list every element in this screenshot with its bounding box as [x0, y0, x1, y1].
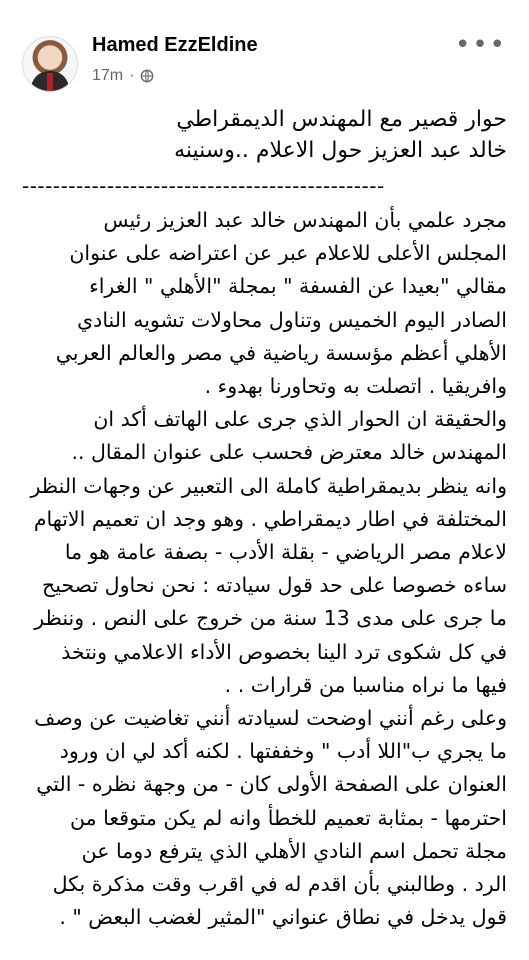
avatar[interactable] [22, 36, 78, 92]
text-line: قول يدخل في نطاق عنواني "المثير لغضب البعض " . [59, 905, 507, 930]
text-line: وانه ينظر بديمقراطية كاملة الى التعبير عن وجهات النظر [30, 473, 507, 498]
text-line: المختلفة في اطار ديمقراطي . وهو وجد ان تعميم الاتهام [33, 506, 507, 531]
text-line: مجرد علمي بأن المهندس خالد عبد العزيز رئيس [103, 208, 507, 232]
globe-icon [140, 69, 154, 83]
text-line: الأهلي أعظم مؤسسة رياضية في مصر والعالم العربي [55, 340, 507, 365]
avatar-tie [47, 73, 53, 91]
author-name[interactable]: Hamed EzzEldine [92, 34, 258, 56]
post-title [22, 104, 507, 166]
text-line: الرد . وطالبني بأن اقدم له في اقرب وقت مذكرة بكل [52, 872, 507, 897]
text-line: مجلة تحمل اسم النادي الأهلي الذي يترفع دوما عن [81, 838, 507, 863]
text-line: ما جرى على مدى 13 سنة من خروج على النص . وننظر [34, 606, 507, 631]
divider: ----------------------------------------------- [22, 174, 385, 198]
text-line: المهندس خالد معترض فحسب على عنوان المقال .. [71, 440, 507, 465]
text-line: في كل شكوى ترد الينا بخصوص الأداء الاعلامي ونتخذ [61, 639, 507, 664]
meta-separator: · [129, 67, 135, 84]
title-line: خالد عبد العزيز حول الاعلام ..وسنينه [174, 138, 507, 163]
text-line: وعلى رغم أنني اوضحت لسيادته أنني تغاضيت عن وصف [34, 706, 507, 731]
post-meta [92, 67, 154, 85]
text-line: ساءه خصوصا على حد قول سيادته : نحن نحاول تصحيح [42, 573, 507, 598]
title-line: حوار قصير مع المهندس الديمقراطي [176, 107, 507, 132]
post-header [0, 0, 529, 110]
post-time[interactable]: 17m [92, 67, 124, 84]
text-line: فيها ما نراه مناسبا من قرارات . . [224, 672, 507, 697]
text-line: لاعلام مصر الرياضي - بقلة الأدب - بصفة عامة هو ما [64, 540, 507, 565]
text-line: الصادر اليوم الخميس وتناول محاولات تشويه النادي [77, 307, 507, 332]
text-line: وافريقيا . اتصلت به وتحاورنا بهدوء . [204, 374, 507, 399]
post-text [22, 204, 507, 934]
text-line: ما يجري ب"اللا أدب " وخففتها . لكنه أكد لي ان ورود [59, 739, 507, 764]
text-line: والحقيقة ان الحوار الذي جرى على الهاتف أكد ان [93, 407, 507, 432]
post-body [22, 104, 507, 934]
more-options-icon[interactable]: ••• [454, 30, 507, 60]
text-line: مقالي "بعيدا عن الفسفة " بمجلة "الأهلي " الغراء [89, 274, 507, 299]
text-line: المجلس الأعلى للاعلام عبر عن اعتراضه على عنوان [69, 241, 507, 266]
text-line: احترمها - بمثابة تعميم للخطأ وانه لم يكن متوقعا من [70, 805, 507, 830]
text-line: العنوان على الصفحة الأولى كان - من وجهة نظره - التي [36, 772, 507, 797]
